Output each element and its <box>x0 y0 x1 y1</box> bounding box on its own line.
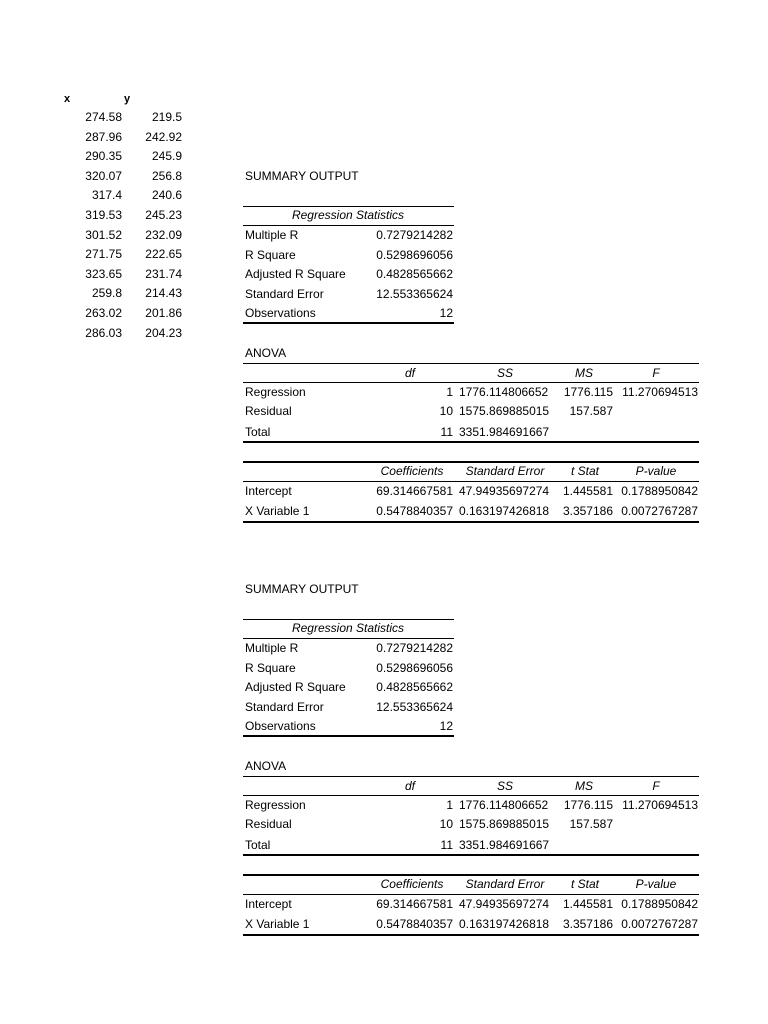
anova-row-label: Residual <box>245 404 292 418</box>
regression-statistics-header: Regression Statistics <box>291 208 405 222</box>
coef-header-coefficients: Coefficients <box>380 877 444 891</box>
anova-row-label: Regression <box>245 385 306 399</box>
data-cell-y: 231.74 <box>145 266 182 281</box>
anova-header-rule <box>243 382 699 383</box>
anova-header-ss: SS <box>496 366 513 380</box>
reg-stat-label: Multiple R <box>245 228 299 242</box>
coef-header-standard-error: Standard Error <box>465 877 545 891</box>
reg-stats-top-rule <box>243 206 454 207</box>
anova-cell-df: 11 <box>440 425 453 439</box>
data-cell-y: 245.23 <box>145 208 182 222</box>
data-cell-x: 263.02 <box>85 306 122 320</box>
anova-header-df: df <box>404 779 415 793</box>
anova-cell-df: 1 <box>446 385 453 399</box>
y-column-header: y <box>124 93 131 105</box>
anova-cell-df: 11 <box>440 838 453 852</box>
reg-stat-label: Standard Error <box>245 699 324 714</box>
reg-stat-value: 0.4828565662 <box>376 267 453 281</box>
data-cell-x: 286.03 <box>85 325 122 340</box>
coef-bottom-rule <box>243 934 699 936</box>
reg-stats-bottom-rule <box>243 735 454 737</box>
data-cell-y: 204.23 <box>145 325 182 340</box>
data-cell-y: 232.09 <box>145 227 182 242</box>
anova-cell-ms: 157.587 <box>569 404 613 418</box>
coef-header-coefficients: Coefficients <box>380 464 444 478</box>
anova-header-rule <box>243 795 699 796</box>
coef-cell-p-value: 0.1788950842 <box>621 484 698 498</box>
data-cell-x: 317.4 <box>91 188 122 203</box>
coef-cell-standard-error: 0.163197426818 <box>459 504 550 518</box>
coef-header-p-value: P-value <box>635 464 677 478</box>
anova-header-ms: MS <box>575 779 593 793</box>
coef-header-p-value: P-value <box>635 877 677 891</box>
data-cell-x: 320.07 <box>85 168 122 183</box>
data-cell-x: 319.53 <box>85 208 122 222</box>
anova-row-label: Residual <box>245 817 292 831</box>
reg-stat-value: 12 <box>439 719 453 733</box>
anova-row-label: Regression <box>245 798 306 812</box>
anova-cell-ms: 157.587 <box>569 817 613 831</box>
anova-cell-ms: 1776.115 <box>563 385 613 399</box>
reg-stat-label: Multiple R <box>245 641 299 655</box>
coef-row-label: Intercept <box>245 484 292 498</box>
coef-cell-p-value: 0.0072767287 <box>621 504 698 518</box>
anova-cell-ss: 3351.984691667 <box>459 838 550 852</box>
reg-stat-value: 0.7279214282 <box>376 641 453 655</box>
coef-header-rule <box>243 894 699 895</box>
coef-cell-coefficient: 69.314667581 <box>376 484 453 498</box>
reg-stat-label: Adjusted R Square <box>245 267 346 281</box>
coef-cell-t-stat: 3.357186 <box>562 917 613 931</box>
reg-stat-label: Observations <box>245 719 316 733</box>
anova-cell-ms: 1776.115 <box>563 798 613 812</box>
data-cell-y: 240.6 <box>151 188 182 203</box>
reg-stats-header-rule <box>243 638 454 639</box>
summary-output-title: SUMMARY OUTPUT <box>245 582 359 596</box>
anova-cell-df: 1 <box>446 798 453 812</box>
coef-cell-p-value: 0.1788950842 <box>621 897 698 911</box>
anova-cell-ss: 3351.984691667 <box>459 425 550 439</box>
reg-stat-value: 0.7279214282 <box>376 228 453 242</box>
coef-cell-standard-error: 47.94935697274 <box>459 897 550 911</box>
coef-cell-coefficient: 0.5478840357 <box>376 504 453 518</box>
anova-header-ms: MS <box>575 366 593 380</box>
reg-stat-value: 0.5298696056 <box>376 660 453 675</box>
reg-stat-value: 12 <box>439 306 453 320</box>
coef-row-label: X Variable 1 <box>245 504 310 518</box>
anova-cell-f: 11.270694513 <box>622 798 698 812</box>
coef-header-rule <box>243 481 699 482</box>
anova-cell-ss: 1575.869885015 <box>459 404 550 418</box>
data-cell-x: 287.96 <box>85 129 122 144</box>
anova-title: ANOVA <box>245 759 287 773</box>
coef-top-rule <box>243 874 699 876</box>
reg-stat-label: R Square <box>245 247 296 262</box>
data-cell-y: 242.92 <box>145 129 182 144</box>
coef-header-standard-error: Standard Error <box>465 464 545 478</box>
anova-cell-df: 10 <box>439 404 453 418</box>
reg-stat-label: Adjusted R Square <box>245 680 346 694</box>
coef-cell-standard-error: 0.163197426818 <box>459 917 550 931</box>
data-cell-x: 290.35 <box>85 149 122 164</box>
coef-cell-t-stat: 1.445581 <box>562 897 613 911</box>
anova-cell-df: 10 <box>439 817 453 831</box>
coef-cell-coefficient: 69.314667581 <box>376 897 453 911</box>
anova-cell-ss: 1776.114806652 <box>459 385 549 399</box>
anova-row-label: Total <box>245 425 271 439</box>
data-cell-y: 214.43 <box>145 286 182 301</box>
coef-cell-t-stat: 1.445581 <box>562 484 613 498</box>
reg-stat-label: Observations <box>245 306 316 320</box>
anova-header-f: F <box>652 779 660 793</box>
coef-top-rule <box>243 461 699 463</box>
data-cell-y: 222.65 <box>145 247 182 262</box>
coef-cell-p-value: 0.0072767287 <box>621 917 698 931</box>
coef-bottom-rule <box>243 521 699 523</box>
anova-top-rule <box>243 363 699 364</box>
data-cell-x: 323.65 <box>85 266 122 281</box>
summary-output-title: SUMMARY OUTPUT <box>245 169 359 183</box>
anova-row-label: Total <box>245 838 271 852</box>
reg-stat-label: Standard Error <box>245 286 324 301</box>
coef-cell-t-stat: 3.357186 <box>562 504 613 518</box>
data-cell-x: 259.8 <box>91 286 122 301</box>
anova-cell-f: 11.270694513 <box>622 385 698 399</box>
anova-title: ANOVA <box>245 346 287 360</box>
reg-stat-value: 0.4828565662 <box>376 680 453 694</box>
reg-stat-value: 12.553365624 <box>376 286 453 301</box>
reg-stats-bottom-rule <box>243 322 454 324</box>
reg-stat-label: R Square <box>245 660 296 675</box>
data-cell-y: 256.8 <box>151 168 182 183</box>
coef-header-t-stat: t Stat <box>570 464 599 478</box>
anova-top-rule <box>243 776 699 777</box>
data-cell-y: 245.9 <box>151 149 182 164</box>
coef-row-label: Intercept <box>245 897 292 911</box>
data-cell-x: 271.75 <box>85 247 122 262</box>
data-cell-x: 274.58 <box>85 110 122 124</box>
data-cell-x: 301.52 <box>85 227 122 242</box>
reg-stat-value: 12.553365624 <box>376 699 453 714</box>
coef-header-t-stat: t Stat <box>570 877 599 891</box>
data-cell-y: 201.86 <box>145 306 182 320</box>
x-column-header: x <box>64 93 71 105</box>
reg-stats-header-rule <box>243 225 454 226</box>
coef-cell-coefficient: 0.5478840357 <box>376 917 453 931</box>
anova-bottom-rule <box>243 854 699 856</box>
reg-stats-top-rule <box>243 619 454 620</box>
anova-header-df: df <box>404 366 415 380</box>
reg-stat-value: 0.5298696056 <box>376 247 453 262</box>
coef-row-label: X Variable 1 <box>245 917 310 931</box>
data-cell-y: 219.5 <box>151 110 182 124</box>
anova-cell-ss: 1575.869885015 <box>459 817 550 831</box>
regression-statistics-header: Regression Statistics <box>291 621 405 635</box>
anova-cell-ss: 1776.114806652 <box>459 798 549 812</box>
anova-header-ss: SS <box>496 779 513 793</box>
coef-cell-standard-error: 47.94935697274 <box>459 484 550 498</box>
anova-bottom-rule <box>243 441 699 443</box>
anova-header-f: F <box>652 366 660 380</box>
